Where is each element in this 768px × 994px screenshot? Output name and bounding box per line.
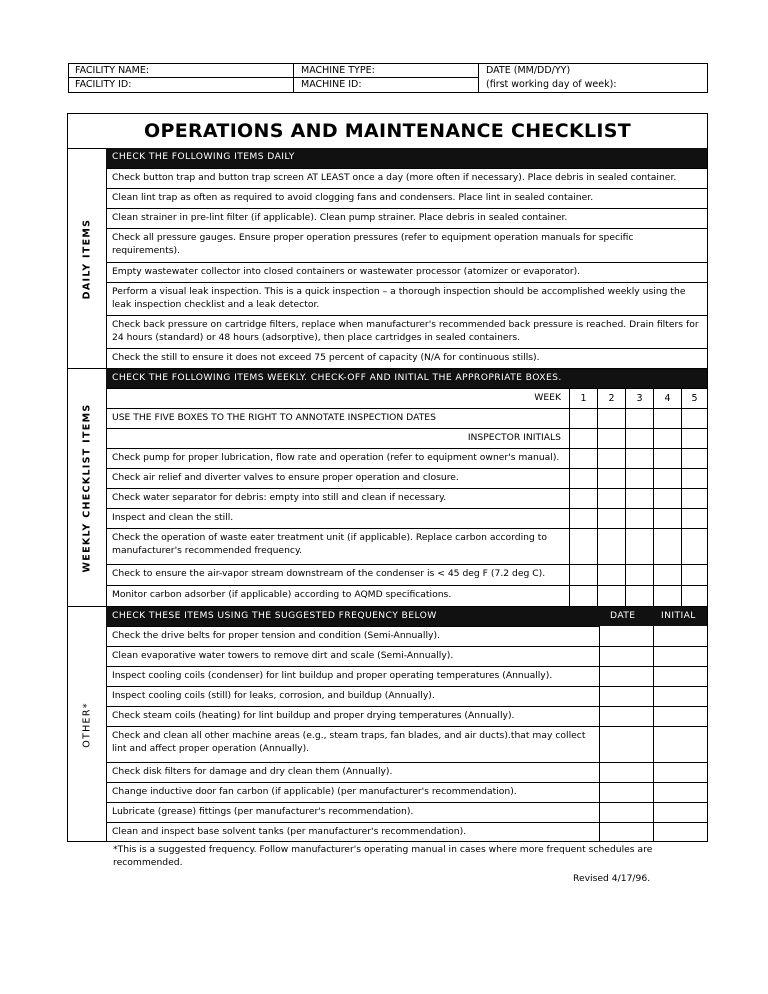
header-divider bbox=[293, 64, 294, 92]
daily-heading: CHECK THE FOLLOWING ITEMS DAILY bbox=[106, 148, 707, 168]
other-item: Check steam coils (heating) for lint buildup and proper drying temperatures (Annually). bbox=[106, 706, 599, 726]
inspector-initials-label: INSPECTOR INITIALS bbox=[106, 428, 569, 448]
other-items-label: OTHER* bbox=[81, 701, 93, 748]
other-item: Clean and inspect base solvent tanks (per manufacturer's recommendation). bbox=[106, 822, 599, 842]
grid-line bbox=[681, 388, 682, 606]
other-heading-text: CHECK THESE ITEMS USING THE SUGGESTED FREQUENCY BELOW bbox=[112, 610, 437, 621]
weekly-item: Check air relief and diverter valves to ensure proper operation and closure. bbox=[106, 468, 569, 488]
weekly-item: Check to ensure the air-vapor stream downstream of the condenser is < 45 deg F (7.2 deg C). bbox=[106, 564, 569, 585]
other-item: Inspect cooling coils (condenser) for lint buildup and proper operating temperatures (Annually). bbox=[106, 666, 599, 686]
other-item: Clean evaporative water towers to remove dirt and scale (Semi-Annually). bbox=[106, 646, 599, 666]
facility-id-label: FACILITY ID: bbox=[75, 79, 132, 90]
weekly-items-label: WEEKLY CHECKLIST ITEMS bbox=[81, 403, 93, 572]
grid-line bbox=[569, 428, 707, 429]
weekly-item: Check the operation of waste eater treatment unit (if applicable). Replace carbon according to manufacturer's recommended frequency. bbox=[106, 528, 569, 564]
date-column-header: DATE bbox=[610, 610, 636, 621]
other-heading bbox=[106, 606, 707, 626]
annotate-instruction: USE THE FIVE BOXES TO THE RIGHT TO ANNOTATE INSPECTION DATES bbox=[106, 408, 569, 428]
daily-item: Clean lint trap as often as required to avoid clogging fans and condensers. Place lint in sealed container. bbox=[106, 188, 707, 208]
header-divider bbox=[69, 77, 478, 78]
other-item: Change inductive door fan carbon (if applicable) (per manufacturer's recommendation). bbox=[106, 782, 599, 802]
daily-item: Empty wastewater collector into closed containers or wastewater processor (atomizer or evaporator). bbox=[106, 262, 707, 282]
daily-item: Check the still to ensure it does not exceed 75 percent of capacity (N/A for continuous stills). bbox=[106, 348, 707, 368]
initial-column-header: INITIAL bbox=[661, 610, 696, 621]
header-box bbox=[68, 63, 708, 93]
week-number: 5 bbox=[681, 388, 707, 408]
daily-item: Perform a visual leak inspection. This is a quick inspection – a thorough inspection should be accomplished weekly using the leak inspection checklist and a leak detector. bbox=[106, 282, 707, 315]
grid-line bbox=[599, 646, 707, 647]
weekly-item: Inspect and clean the still. bbox=[106, 508, 569, 528]
checklist bbox=[67, 113, 708, 842]
weekly-item: Check pump for proper lubrication, flow rate and operation (refer to equipment owner's manual). bbox=[106, 448, 569, 468]
other-item: Inspect cooling coils (still) for leaks, corrosion, and buildup (Annually). bbox=[106, 686, 599, 706]
grid-line bbox=[599, 802, 707, 803]
grid-line bbox=[569, 488, 707, 489]
grid-line bbox=[599, 706, 707, 707]
other-item: Lubricate (grease) fittings (per manufacturer's recommendation). bbox=[106, 802, 599, 822]
grid-line bbox=[569, 508, 707, 509]
grid-line bbox=[569, 585, 707, 586]
grid-line bbox=[599, 626, 600, 842]
first-working-day-label: (first working day of week): bbox=[486, 79, 617, 90]
grid-line bbox=[599, 782, 707, 783]
other-item: Check the drive belts for proper tension and condition (Semi-Annually). bbox=[106, 626, 599, 646]
grid-line bbox=[599, 726, 707, 727]
week-number: 3 bbox=[625, 388, 653, 408]
other-item: Check disk filters for damage and dry clean them (Annually). bbox=[106, 762, 599, 782]
machine-type-label: MACHINE TYPE: bbox=[301, 65, 375, 76]
grid-line bbox=[569, 468, 707, 469]
grid-line bbox=[653, 626, 654, 842]
weekly-section-label bbox=[68, 368, 106, 606]
week-number: 4 bbox=[653, 388, 681, 408]
weekly-item: Check water separator for debris: empty into still and clean if necessary. bbox=[106, 488, 569, 508]
footnote: *This is a suggested frequency. Follow manufacturer's operating manual in cases where more frequent schedules are recommended. bbox=[113, 844, 653, 868]
facility-name-label: FACILITY NAME: bbox=[75, 65, 150, 76]
grid-line bbox=[569, 388, 570, 606]
grid-line bbox=[597, 388, 598, 606]
machine-id-label: MACHINE ID: bbox=[301, 79, 362, 90]
grid-line bbox=[653, 388, 654, 606]
grid-line bbox=[599, 762, 707, 763]
daily-item: Check back pressure on cartridge filters, replace when manufacturer's recommended back pressure is reached. Drain filters for 24 hours (standard) or 48 hours (adsorptive), then place cartridges in sealed containers. bbox=[106, 315, 707, 348]
daily-item: Check all pressure gauges. Ensure proper operation pressures (refer to equipment operation manuals for specific requirements). bbox=[106, 228, 707, 262]
grid-line bbox=[569, 528, 707, 529]
daily-item: Clean strainer in pre-lint filter (if applicable). Clean pump strainer. Place debris in sealed container. bbox=[106, 208, 707, 228]
grid-line bbox=[599, 686, 707, 687]
week-number: 1 bbox=[569, 388, 597, 408]
grid-line bbox=[569, 408, 707, 409]
weekly-item: Monitor carbon adsorber (if applicable) according to AQMD specifications. bbox=[106, 585, 569, 606]
page-title: OPERATIONS AND MAINTENANCE CHECKLIST bbox=[144, 120, 631, 142]
header-divider bbox=[478, 64, 479, 92]
daily-section-label bbox=[68, 148, 106, 368]
other-section-label bbox=[68, 606, 106, 842]
week-label: WEEK bbox=[106, 388, 569, 408]
grid-line bbox=[569, 448, 707, 449]
daily-item: Check button trap and button trap screen AT LEAST once a day (more often if necessary). Place debris in sealed container. bbox=[106, 168, 707, 188]
grid-line bbox=[599, 822, 707, 823]
revised-date: Revised 4/17/96. bbox=[573, 873, 651, 884]
grid-line bbox=[569, 564, 707, 565]
grid-line bbox=[625, 388, 626, 606]
week-number: 2 bbox=[597, 388, 625, 408]
grid-line bbox=[599, 666, 707, 667]
other-item: Check and clean all other machine areas (e.g., steam traps, fan blades, and air ducts).that may collect lint and affect proper operation (Annually). bbox=[106, 726, 599, 762]
daily-items-label: DAILY ITEMS bbox=[81, 218, 93, 299]
date-label: DATE (MM/DD/YY) bbox=[486, 65, 571, 76]
weekly-heading: CHECK THE FOLLOWING ITEMS WEEKLY. CHECK-OFF AND INITIAL THE APPROPRIATE BOXES. bbox=[106, 368, 707, 388]
